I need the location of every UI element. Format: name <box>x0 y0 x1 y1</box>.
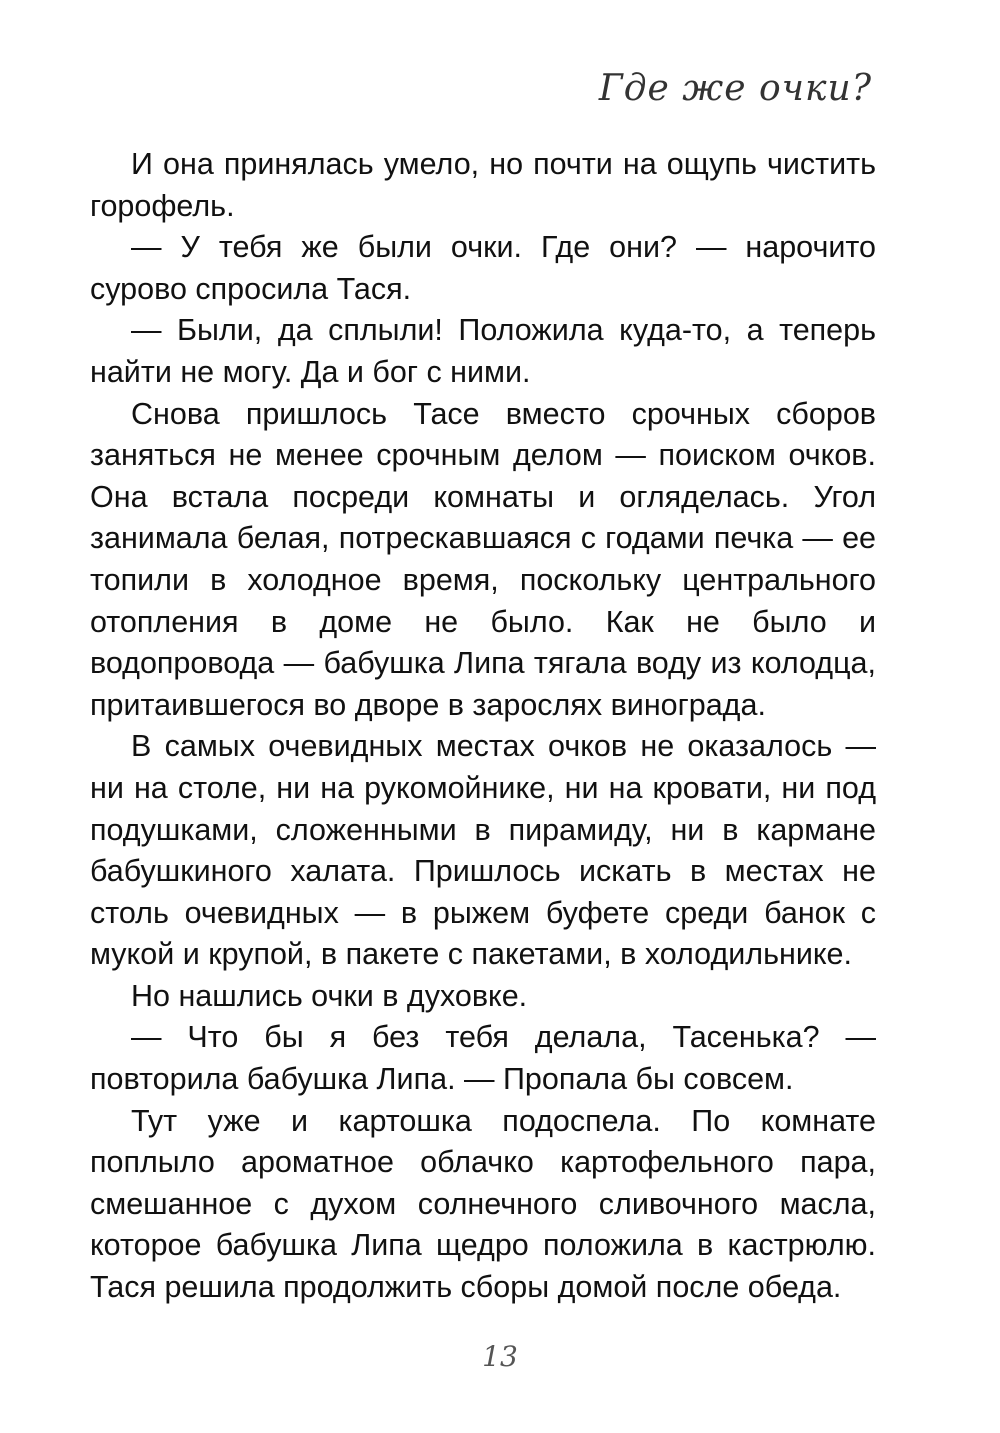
paragraph: Тут уже и картошка подоспела. По комнате поплыло ароматное облачко картофельного пара, смешанное с духом солнечного сливочного масла, которое бабушка Липа щедро положила в кастрюлю. Тася решила продолжить сборы домой после обеда. <box>90 1103 876 1305</box>
paragraph: — У тебя же были очки. Где они? — нарочито сурово спросила Тася. <box>90 230 876 306</box>
paragraph: И она принялась умело, но почти на ощупь чистить горофель. <box>90 147 876 223</box>
paragraph: Но нашлись очки в духовке. <box>131 978 528 1013</box>
body-text <box>90 144 876 1309</box>
paragraph: Снова пришлось Тасе вместо срочных сборов заняться не менее срочным делом — поиском очков. Она встала посреди комнаты и огляделась. Угол занимала белая, потрескавшаяся с годами печка — ее топили в холодное время, поскольку центрального отопления в доме не было. Как не было и водопровода — бабушка Липа тягала воду из колодца, притаившегося во дворе в зарослях винограда. <box>90 396 876 722</box>
running-header: Где же очки? <box>598 68 872 109</box>
paragraph: — Были, да сплыли! Положила куда-то, а теперь найти не могу. Да и бог с ними. <box>90 313 876 389</box>
paragraph: — Что бы я без тебя делала, Тасенька? — повторила бабушка Липа. — Пропала бы совсем. <box>90 1020 876 1097</box>
page-number: 13 <box>482 1340 518 1373</box>
paragraph: В самых очевидных местах очков не оказалось — ни на столе, ни на рукомойнике, ни на кровати, ни под подушками, сложенными в пирамиду, ни в кармане бабушкиного халата. Пришлось искать в местах не столь очевидных — в рыжем буфете среди банок с мукой и крупой, в пакете с пакетами, в холодильнике. <box>90 729 876 972</box>
